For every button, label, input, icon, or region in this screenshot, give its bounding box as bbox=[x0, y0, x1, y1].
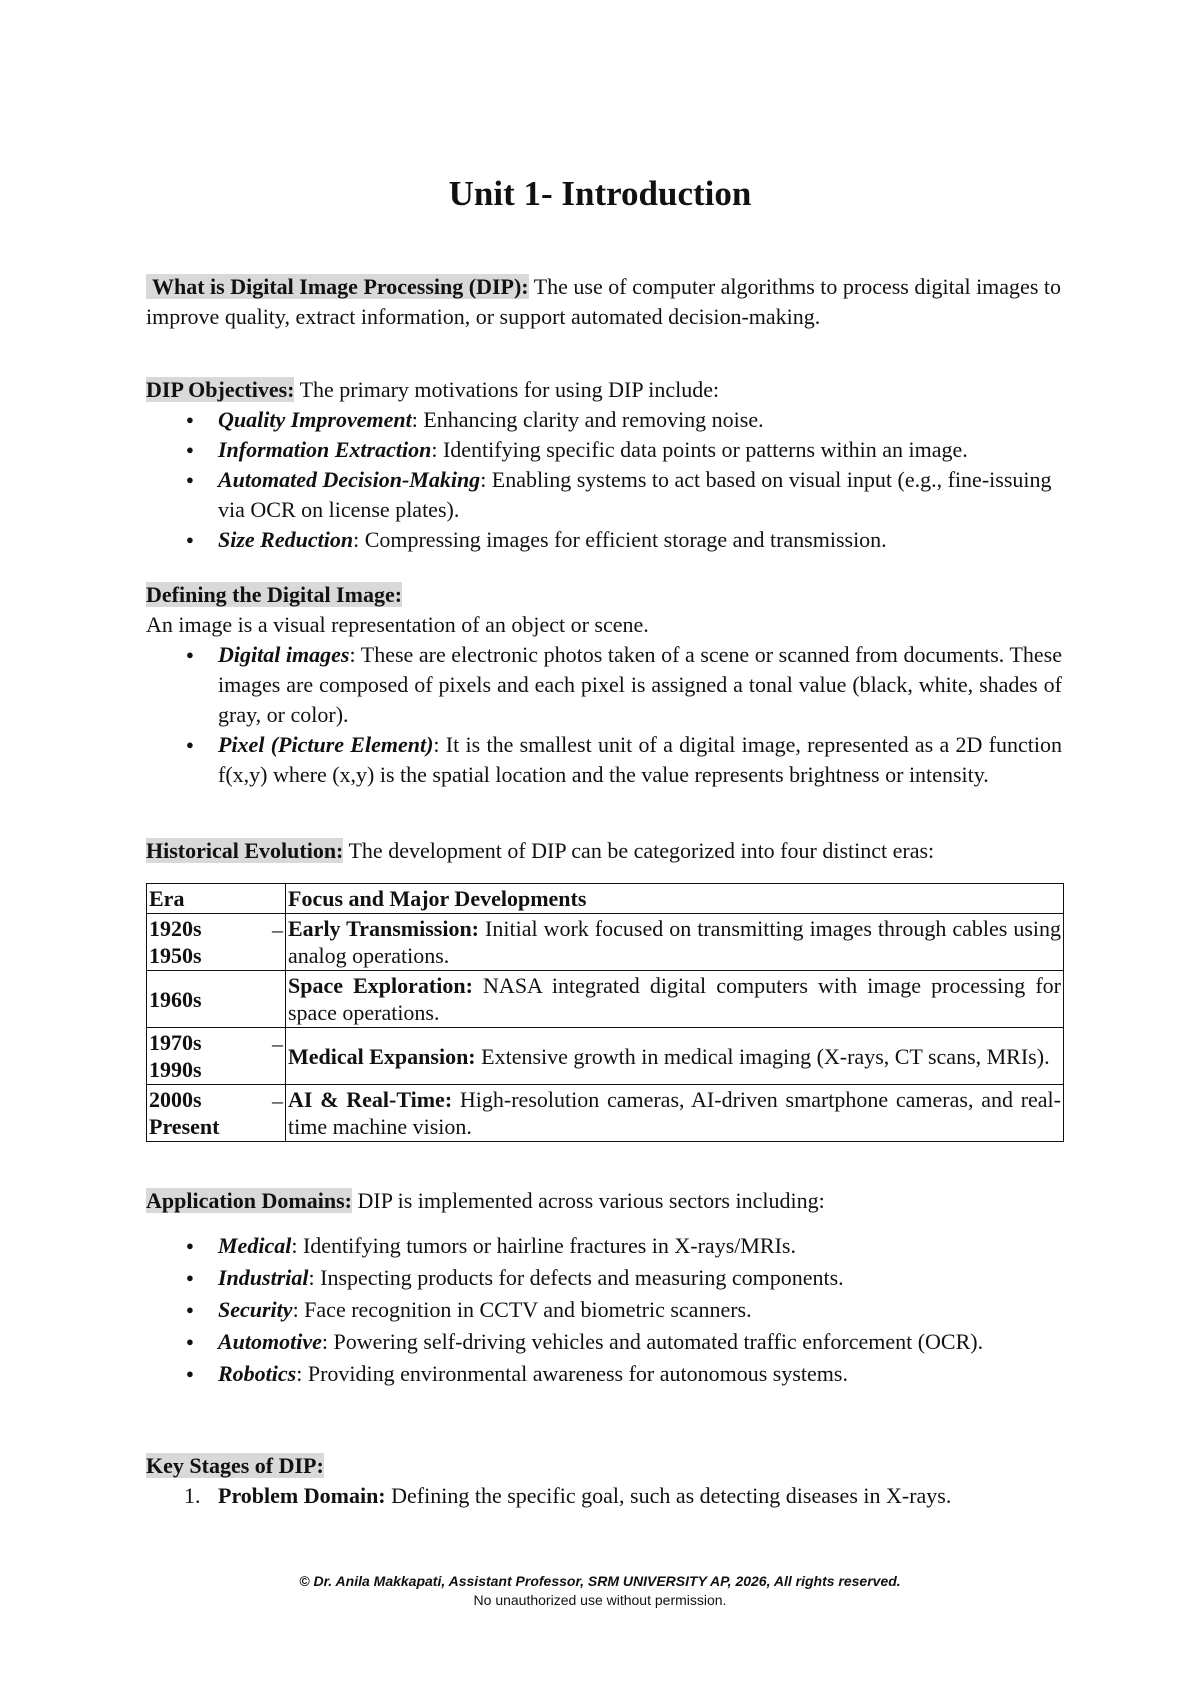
stages-section bbox=[146, 1451, 1062, 1511]
list-item: ● Automotive: Powering self-driving vehicles and automated traffic enforcement (OCR). bbox=[146, 1326, 1062, 1358]
focus-cell: AI & Real-Time: High-resolution cameras, AI-driven smartphone cameras, and real-time machine vision. bbox=[286, 1085, 1064, 1142]
focus-cell: Early Transmission: Initial work focused on transmitting images through cables using analog operations. bbox=[286, 914, 1064, 971]
objectives-label: DIP Objectives: bbox=[146, 377, 295, 402]
list-item: ● Size Reduction: Compressing images for efficient storage and transmission. bbox=[146, 525, 1062, 555]
objectives-section bbox=[146, 375, 1062, 555]
table-header-row bbox=[147, 884, 1064, 914]
page-footer bbox=[0, 1572, 1200, 1610]
era-cell: 1960s bbox=[147, 971, 286, 1028]
era-cell: 1920s – 1950s bbox=[147, 914, 286, 971]
table-header-focus: Focus and Major Developments bbox=[286, 884, 1064, 914]
digital-image-label: Defining the Digital Image: bbox=[146, 582, 403, 607]
digital-image-intro: An image is a visual representation of an object or scene. bbox=[146, 612, 649, 637]
applications-list bbox=[146, 1230, 1062, 1390]
table-row bbox=[147, 971, 1064, 1028]
list-item: ● Digital images: These are electronic photos taken of a scene or scanned from documents. These images are composed of pixels and each pixel is assigned a tonal value (black, white, shades of gray, or color). bbox=[146, 640, 1062, 730]
list-item: ● Information Extraction: Identifying specific data points or patterns within an image. bbox=[146, 435, 1062, 465]
era-cell: 2000s – Present bbox=[147, 1085, 286, 1142]
permission-line: No unauthorized use without permission. bbox=[473, 1592, 727, 1608]
stages-list bbox=[146, 1481, 1062, 1511]
table-row bbox=[147, 1028, 1064, 1085]
list-item: ● Medical: Identifying tumors or hairline fractures in X-rays/MRIs. bbox=[146, 1230, 1062, 1262]
table-row bbox=[147, 1085, 1064, 1142]
applications-section bbox=[146, 1186, 1062, 1390]
dip-definition bbox=[146, 272, 1062, 332]
list-item: ● Automated Decision-Making: Enabling systems to act based on visual input (e.g., fine-issuing via OCR on license plates). bbox=[146, 465, 1062, 525]
list-item: ● Quality Improvement: Enhancing clarity and removing noise. bbox=[146, 405, 1062, 435]
objectives-intro: The primary motivations for using DIP include: bbox=[294, 377, 720, 402]
digital-image-list bbox=[146, 640, 1062, 790]
applications-intro: DIP is implemented across various sectors including: bbox=[351, 1188, 825, 1213]
dip-definition-text: The use of computer algorithms to process digital images to improve quality, extract information, or support automated decision-making. bbox=[146, 274, 1061, 329]
list-item: ● Pixel (Picture Element): It is the smallest unit of a digital image, represented as a 2D function f(x,y) where (x,y) is the spatial location and the value represents brightness or intensity. bbox=[146, 730, 1062, 790]
dip-definition-label: What is Digital Image Processing (DIP): bbox=[146, 274, 529, 299]
applications-label: Application Domains: bbox=[146, 1188, 352, 1213]
list-item: ● Industrial: Inspecting products for defects and measuring components. bbox=[146, 1262, 1062, 1294]
page-title: Unit 1- Introduction bbox=[448, 174, 752, 213]
focus-cell: Medical Expansion: Extensive growth in medical imaging (X-rays, CT scans, MRIs). bbox=[286, 1028, 1064, 1085]
stages-label: Key Stages of DIP: bbox=[146, 1453, 324, 1478]
history-label: Historical Evolution: bbox=[146, 838, 344, 863]
list-item: ● Security: Face recognition in CCTV and biometric scanners. bbox=[146, 1294, 1062, 1326]
table-header-era: Era bbox=[147, 884, 286, 914]
history-table bbox=[146, 883, 1064, 1142]
era-cell: 1970s – 1990s bbox=[147, 1028, 286, 1085]
list-item: ● Robotics: Providing environmental awareness for autonomous systems. bbox=[146, 1358, 1062, 1390]
history-intro: The development of DIP can be categorized into four distinct eras: bbox=[343, 838, 935, 863]
objectives-list bbox=[146, 405, 1062, 555]
table-row bbox=[147, 914, 1064, 971]
copyright-line: © Dr. Anila Makkapati, Assistant Professor, SRM UNIVERSITY AP, 2026, All rights reserved. bbox=[299, 1573, 901, 1589]
list-item: 1. Problem Domain: Defining the specific goal, such as detecting diseases in X-rays. bbox=[184, 1483, 952, 1508]
digital-image-section bbox=[146, 580, 1062, 790]
history-heading bbox=[146, 836, 1062, 866]
focus-cell: Space Exploration: NASA integrated digital computers with image processing for space operations. bbox=[286, 971, 1064, 1028]
